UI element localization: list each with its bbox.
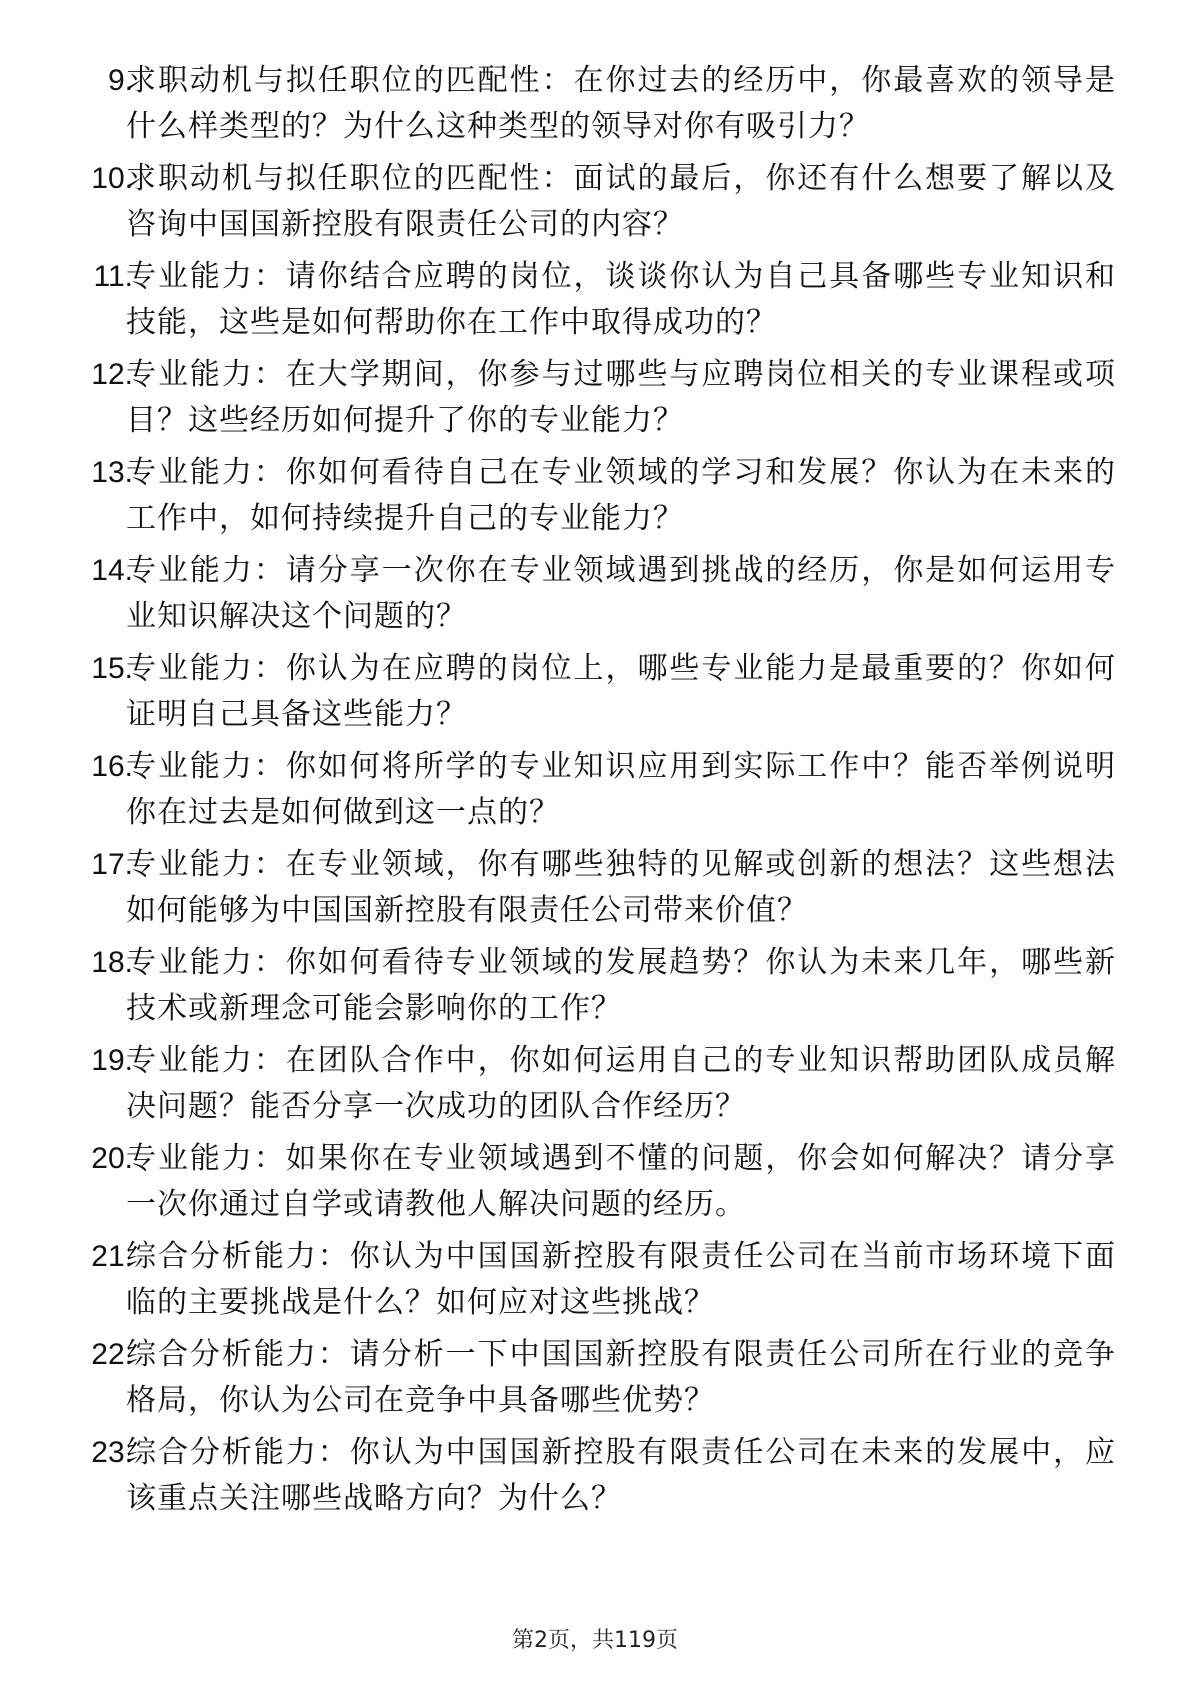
question-text: 综合分析能力：你认为中国国新控股有限责任公司在未来的发展中，应该重点关注哪些战略方向？为什么？ bbox=[126, 1435, 1116, 1516]
question-number: 20. bbox=[91, 1142, 133, 1175]
question-text: 求职动机与拟任职位的匹配性：面试的最后，你还有什么想要了解以及咨询中国国新控股有限责任公司的内容？ bbox=[126, 161, 1116, 242]
question-number: 15. bbox=[91, 652, 133, 685]
question-text: 专业能力：你如何看待专业领域的发展趋势？你认为未来几年，哪些新技术或新理念可能会影响你的工作？ bbox=[126, 945, 1116, 1026]
question-number: 21. bbox=[91, 1240, 133, 1273]
question-number: 13. bbox=[91, 456, 133, 489]
question-text: 专业能力：你如何看待自己在专业领域的学习和发展？你认为在未来的工作中，如何持续提升自己的专业能力？ bbox=[126, 455, 1116, 536]
question-item bbox=[0, 148, 1190, 246]
question-number: 17. bbox=[91, 848, 133, 881]
question-number: 14. bbox=[91, 554, 133, 587]
question-number: 12. bbox=[91, 358, 133, 391]
question-item bbox=[0, 540, 1190, 638]
question-number: 22. bbox=[91, 1338, 133, 1371]
question-item bbox=[0, 1030, 1190, 1128]
question-text: 求职动机与拟任职位的匹配性：在你过去的经历中，你最喜欢的领导是什么样类型的？为什么这种类型的领导对你有吸引力？ bbox=[126, 63, 1116, 144]
page-number-footer: 第2页，共119页 bbox=[512, 1628, 678, 1653]
question-item bbox=[0, 442, 1190, 540]
question-item bbox=[0, 1128, 1190, 1226]
question-item bbox=[0, 344, 1190, 442]
question-text: 综合分析能力：请分析一下中国国新控股有限责任公司所在行业的竞争格局，你认为公司在竞争中具备哪些优势？ bbox=[126, 1337, 1116, 1418]
question-item bbox=[0, 50, 1190, 148]
question-text: 专业能力：如果你在专业领域遇到不懂的问题，你会如何解决？请分享一次你通过自学或请教他人解决问题的经历。 bbox=[126, 1141, 1116, 1222]
question-text: 综合分析能力：你认为中国国新控股有限责任公司在当前市场环境下面临的主要挑战是什么？如何应对这些挑战？ bbox=[126, 1239, 1116, 1320]
question-item bbox=[0, 246, 1190, 344]
question-number: 16. bbox=[91, 750, 133, 783]
question-number: 11. bbox=[93, 260, 133, 293]
question-text: 专业能力：在专业领域，你有哪些独特的见解或创新的想法？这些想法如何能够为中国国新控股有限责任公司带来价值？ bbox=[126, 847, 1116, 928]
question-list bbox=[0, 50, 1190, 1520]
question-number: 10. bbox=[91, 162, 133, 195]
question-text: 专业能力：你认为在应聘的岗位上，哪些专业能力是最重要的？你如何证明自己具备这些能力？ bbox=[126, 651, 1116, 732]
question-item bbox=[0, 834, 1190, 932]
question-number: 9. bbox=[107, 64, 133, 97]
question-number: 18. bbox=[91, 946, 133, 979]
question-text: 专业能力：你如何将所学的专业知识应用到实际工作中？能否举例说明你在过去是如何做到这一点的？ bbox=[126, 749, 1116, 830]
question-item bbox=[0, 1324, 1190, 1422]
question-text: 专业能力：请你结合应聘的岗位，谈谈你认为自己具备哪些专业知识和技能，这些是如何帮助你在工作中取得成功的？ bbox=[126, 259, 1116, 340]
question-item bbox=[0, 736, 1190, 834]
question-number: 19. bbox=[91, 1044, 133, 1077]
question-item bbox=[0, 638, 1190, 736]
question-text: 专业能力：在团队合作中，你如何运用自己的专业知识帮助团队成员解决问题？能否分享一次成功的团队合作经历？ bbox=[126, 1043, 1116, 1124]
question-item bbox=[0, 932, 1190, 1030]
question-item bbox=[0, 1226, 1190, 1324]
question-number: 23. bbox=[91, 1436, 133, 1469]
question-text: 专业能力：请分享一次你在专业领域遇到挑战的经历，你是如何运用专业知识解决这个问题的？ bbox=[126, 553, 1116, 634]
question-item bbox=[0, 1422, 1190, 1520]
question-text: 专业能力：在大学期间，你参与过哪些与应聘岗位相关的专业课程或项目？这些经历如何提升了你的专业能力？ bbox=[126, 357, 1116, 438]
